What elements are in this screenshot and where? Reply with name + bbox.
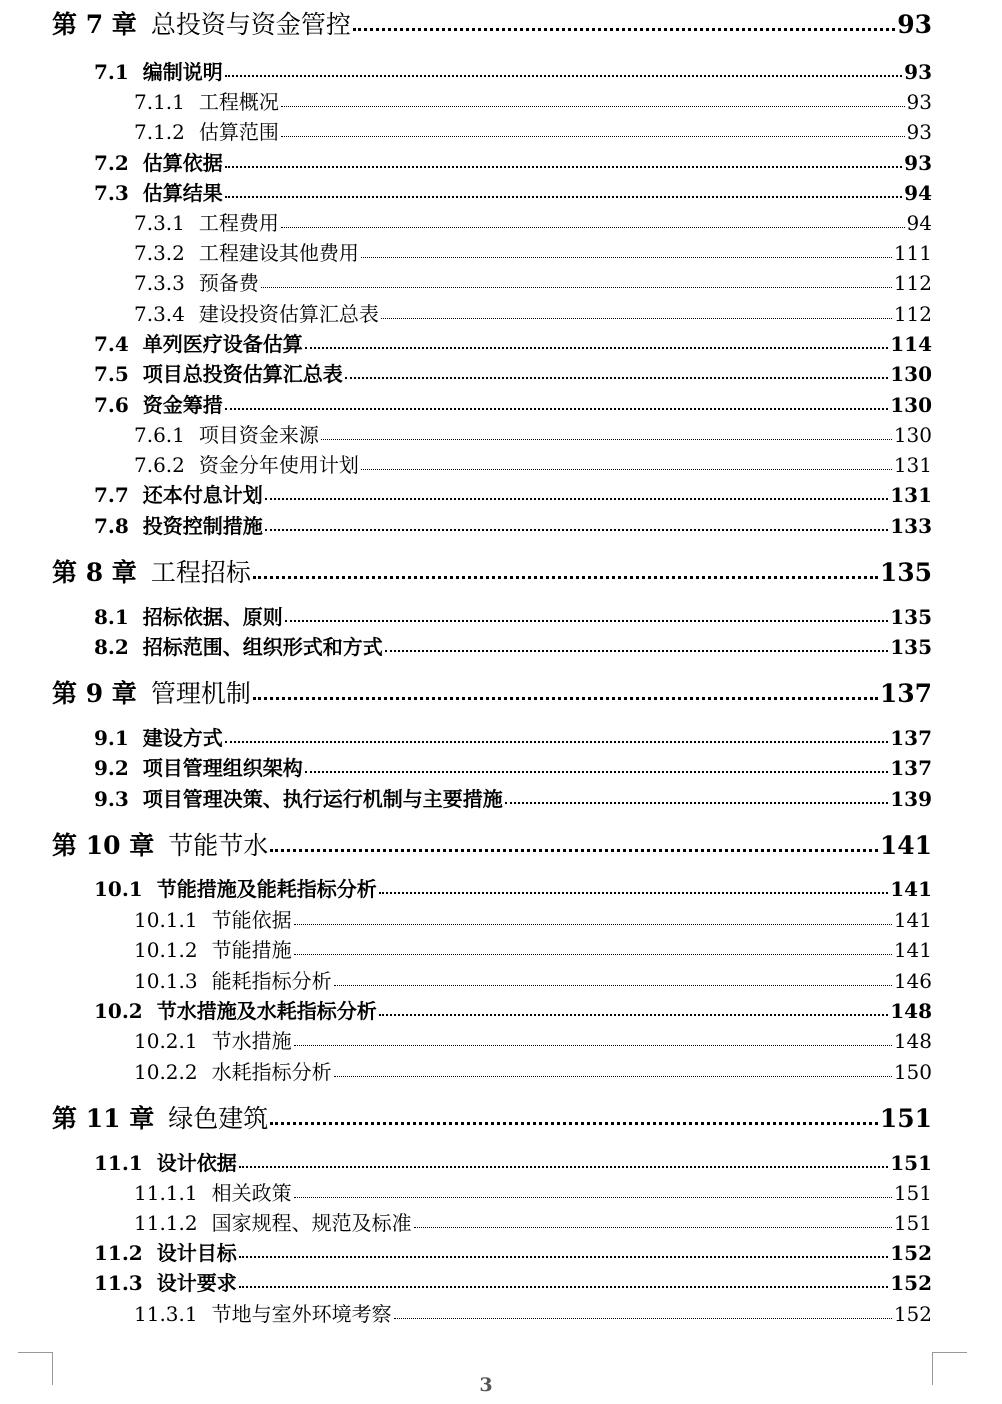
toc-entry-page: 141 (893, 938, 932, 962)
toc-entry-page: 93 (906, 90, 932, 114)
toc-dot-leader (394, 1318, 892, 1319)
toc-entry-page: 94 (906, 211, 932, 235)
toc-entry-title: 总投资与资金管控 (150, 10, 351, 39)
toc-dot-leader (261, 287, 892, 288)
toc-entry-number: 10.1.2 (134, 938, 198, 962)
toc-entry-page: 137 (890, 756, 932, 780)
toc-entry-title: 资金筹措 (142, 393, 223, 417)
toc-entry-number: 11.1 (94, 1151, 143, 1175)
toc-dot-leader (253, 576, 878, 579)
toc-dot-leader (239, 1286, 889, 1288)
toc-entry-number: 第 10 章 (52, 831, 155, 860)
toc-entry-number: 7.6 (94, 393, 129, 417)
toc-entry-level-2[interactable] (94, 485, 932, 505)
toc-entry-level-3[interactable] (134, 1031, 932, 1051)
toc-entry-page: 141 (893, 908, 932, 932)
toc-entry-title: 招标范围、组织形式和方式 (142, 635, 383, 659)
toc-entry-title: 投资控制措施 (142, 514, 263, 538)
toc-entry-title: 节能措施及能耗指标分析 (156, 877, 377, 901)
toc-dot-leader (353, 28, 895, 31)
toc-entry-title: 相关政策 (211, 1181, 292, 1205)
toc-dot-leader (379, 892, 889, 894)
toc-entry-level-3[interactable] (134, 122, 932, 142)
toc-entry-level-2[interactable] (94, 1273, 932, 1293)
toc-entry-page: 148 (893, 1029, 932, 1053)
toc-entry-level-2[interactable] (94, 728, 932, 748)
toc-entry-title: 建设方式 (142, 726, 223, 750)
toc-entry-number: 9.3 (94, 787, 129, 811)
toc-entry-page: 93 (906, 120, 932, 144)
toc-entry-title: 设计要求 (156, 1271, 237, 1295)
toc-entry-number: 第 7 章 (52, 10, 137, 39)
toc-dot-leader (225, 75, 902, 77)
toc-entry-number: 7.3.3 (134, 271, 185, 295)
toc-entry-page: 148 (890, 999, 932, 1023)
toc-dot-leader (361, 469, 892, 470)
toc-entry-title: 资金分年使用计划 (198, 453, 359, 477)
toc-entry-title: 预备费 (198, 271, 259, 295)
toc-entry-title: 节能依据 (211, 908, 292, 932)
toc-entry-page: 137 (890, 726, 932, 750)
toc-entry-page: 112 (893, 271, 932, 295)
toc-dot-leader (334, 1076, 892, 1077)
toc-entry-number: 第 11 章 (52, 1104, 155, 1133)
toc-entry-page: 114 (890, 332, 932, 356)
toc-entry-number: 7.6.2 (134, 453, 185, 477)
toc-entry-page: 130 (890, 393, 932, 417)
toc-entry-level-2[interactable] (94, 789, 932, 809)
toc-dot-leader (281, 106, 905, 107)
toc-entry-level-3[interactable] (134, 1183, 932, 1203)
toc-entry-level-3[interactable] (134, 243, 932, 263)
toc-entry-level-1[interactable] (52, 681, 932, 706)
toc-entry-level-3[interactable] (134, 304, 932, 324)
toc-entry-level-3[interactable] (134, 1062, 932, 1082)
toc-entry-number: 11.3.1 (134, 1302, 198, 1326)
toc-dot-leader (334, 985, 892, 986)
toc-entry-number: 第 8 章 (52, 558, 137, 587)
toc-dot-leader (294, 954, 892, 955)
toc-entry-title: 设计依据 (156, 1151, 237, 1175)
toc-entry-page: 112 (893, 302, 932, 326)
toc-entry-title: 绿色建筑 (168, 1104, 269, 1133)
toc-entry-title: 项目管理组织架构 (142, 756, 303, 780)
toc-entry-number: 7.8 (94, 514, 129, 538)
toc-entry-title: 管理机制 (150, 679, 251, 708)
toc-entry-title: 能耗指标分析 (211, 969, 332, 993)
toc-entry-page: 130 (890, 362, 932, 386)
toc-dot-leader (361, 257, 892, 258)
toc-entry-level-1[interactable] (52, 833, 932, 858)
toc-dot-leader (225, 408, 888, 410)
toc-entry-page: 139 (890, 787, 932, 811)
toc-entry-level-2[interactable] (94, 1001, 932, 1021)
toc-dot-leader (505, 802, 888, 804)
toc-entry-number: 8.2 (94, 635, 129, 659)
toc-entry-page: 151 (879, 1104, 932, 1133)
toc-dot-leader (239, 1256, 889, 1258)
toc-entry-level-1[interactable] (52, 12, 932, 37)
toc-entry-number: 9.1 (94, 726, 129, 750)
toc-entry-number: 11.1.1 (134, 1181, 198, 1205)
toc-entry-number: 7.1.1 (134, 90, 185, 114)
toc-entry-page: 152 (890, 1271, 932, 1295)
toc-entry-level-2[interactable] (94, 637, 932, 657)
toc-dot-leader (225, 196, 902, 198)
toc-entry-title: 节地与室外环境考察 (211, 1302, 392, 1326)
toc-entry-page: 141 (890, 877, 932, 901)
toc-entry-number: 11.2 (94, 1241, 143, 1265)
toc-dot-leader (294, 1197, 892, 1198)
toc-entry-page: 151 (893, 1211, 932, 1235)
toc-entry-title: 国家规程、规范及标准 (211, 1211, 412, 1235)
toc-entry-page: 93 (897, 10, 932, 39)
toc-dot-leader (281, 136, 905, 137)
toc-entry-level-2[interactable] (94, 183, 932, 203)
toc-entry-title: 工程费用 (198, 211, 279, 235)
toc-dot-leader (321, 439, 892, 440)
toc-dot-leader (281, 227, 905, 228)
toc-dot-leader (270, 849, 878, 852)
toc-entry-number: 7.3.4 (134, 302, 185, 326)
toc-dot-leader (345, 377, 888, 379)
toc-entry-number: 10.1 (94, 877, 143, 901)
toc-entry-level-3[interactable] (134, 1304, 932, 1324)
toc-dot-leader (379, 1014, 889, 1016)
toc-entry-page: 93 (904, 151, 932, 175)
toc-entry-title: 单列医疗设备估算 (142, 332, 303, 356)
toc-entry-title: 项目资金来源 (198, 423, 319, 447)
toc-dot-leader (225, 166, 902, 168)
toc-entry-level-2[interactable] (94, 1153, 932, 1173)
toc-entry-number: 11.1.2 (134, 1211, 198, 1235)
toc-entry-title: 估算范围 (198, 120, 279, 144)
toc-entry-title: 工程概况 (198, 90, 279, 114)
toc-entry-page: 133 (890, 514, 932, 538)
toc-entry-page: 141 (879, 831, 932, 860)
toc-entry-number: 10.1.3 (134, 969, 198, 993)
toc-entry-title: 设计目标 (156, 1241, 237, 1265)
toc-entry-level-2[interactable] (94, 395, 932, 415)
toc-entry-title: 项目总投资估算汇总表 (142, 362, 343, 386)
toc-entry-number: 8.1 (94, 605, 129, 629)
toc-entry-title: 招标依据、原则 (142, 605, 283, 629)
toc-entry-level-3[interactable] (134, 1213, 932, 1233)
toc-entry-title: 编制说明 (142, 60, 223, 84)
toc-entry-page: 131 (893, 453, 932, 477)
toc-entry-title: 估算结果 (142, 181, 223, 205)
toc-entry-number: 7.4 (94, 332, 129, 356)
toc-entry-number: 7.3.1 (134, 211, 185, 235)
toc-entry-level-2[interactable] (94, 153, 932, 173)
toc-entry-level-2[interactable] (94, 1243, 932, 1263)
toc-entry-level-3[interactable] (134, 455, 932, 475)
toc-entry-level-2[interactable] (94, 758, 932, 778)
toc-entry-level-1[interactable] (52, 1106, 932, 1131)
toc-entry-page: 130 (893, 423, 932, 447)
toc-entry-page: 152 (890, 1241, 932, 1265)
toc-dot-leader (225, 741, 888, 743)
toc-entry-page: 151 (893, 1181, 932, 1205)
toc-entry-level-3[interactable] (134, 910, 932, 930)
toc-dot-leader (265, 498, 888, 500)
toc-entry-level-3[interactable] (134, 971, 932, 991)
toc-entry-title: 工程建设其他费用 (198, 241, 359, 265)
toc-dot-leader (265, 529, 888, 531)
toc-entry-title: 估算依据 (142, 151, 223, 175)
toc-dot-leader (381, 318, 892, 319)
toc-entry-page: 94 (904, 181, 932, 205)
toc-entry-number: 10.2.1 (134, 1029, 198, 1053)
toc-entry-number: 11.3 (94, 1271, 143, 1295)
toc-entry-level-3[interactable] (134, 273, 932, 293)
toc-entry-page: 137 (879, 679, 932, 708)
toc-entry-number: 7.2 (94, 151, 129, 175)
toc-entry-number: 10.1.1 (134, 908, 198, 932)
toc-entry-page: 152 (893, 1302, 932, 1326)
toc-entry-level-2[interactable] (94, 364, 932, 384)
toc-entry-level-2[interactable] (94, 334, 932, 354)
toc-entry-page: 150 (893, 1060, 932, 1084)
toc-entry-title: 节水措施 (211, 1029, 292, 1053)
toc-entry-number: 7.3 (94, 181, 129, 205)
toc-entry-title: 节水措施及水耗指标分析 (156, 999, 377, 1023)
toc-entry-level-3[interactable] (134, 213, 932, 233)
toc-entry-page: 146 (893, 969, 932, 993)
toc-entry-page: 151 (890, 1151, 932, 1175)
toc-entry-number: 7.5 (94, 362, 129, 386)
toc-entry-level-2[interactable] (94, 516, 932, 536)
toc-entry-level-2[interactable] (94, 879, 932, 899)
toc-entry-number: 10.2.2 (134, 1060, 198, 1084)
toc-entry-level-2[interactable] (94, 62, 932, 82)
toc-dot-leader (305, 771, 888, 773)
toc-entry-number: 7.1 (94, 60, 129, 84)
toc-dot-leader (285, 620, 888, 622)
toc-dot-leader (305, 347, 888, 349)
toc-entry-title: 节能措施 (211, 938, 292, 962)
toc-dot-leader (385, 650, 888, 652)
toc-entry-page: 111 (893, 241, 932, 265)
toc-dot-leader (414, 1227, 892, 1228)
toc-entry-number: 第 9 章 (52, 679, 137, 708)
toc-entry-title: 建设投资估算汇总表 (198, 302, 379, 326)
toc-entry-level-3[interactable] (134, 940, 932, 960)
toc-entry-number: 7.6.1 (134, 423, 185, 447)
toc-dot-leader (253, 697, 878, 700)
toc-dot-leader (239, 1166, 889, 1168)
toc-entry-level-3[interactable] (134, 425, 932, 445)
toc-entry-level-1[interactable] (52, 560, 932, 585)
toc-entry-page: 135 (879, 558, 932, 587)
toc-dot-leader (294, 1045, 892, 1046)
toc-entry-number: 10.2 (94, 999, 143, 1023)
toc-entry-title: 节能节水 (168, 831, 269, 860)
toc-entry-number: 7.1.2 (134, 120, 185, 144)
toc-entry-page: 131 (890, 483, 932, 507)
toc-entry-level-3[interactable] (134, 92, 932, 112)
toc-entry-title: 还本付息计划 (142, 483, 263, 507)
toc-dot-leader (294, 924, 892, 925)
toc-entry-title: 工程招标 (150, 558, 251, 587)
toc-entry-page: 135 (890, 605, 932, 629)
toc-entry-number: 7.7 (94, 483, 129, 507)
toc-entry-title: 水耗指标分析 (211, 1060, 332, 1084)
toc-entry-title: 项目管理决策、执行运行机制与主要措施 (142, 787, 503, 811)
toc-entry-page: 93 (904, 60, 932, 84)
page-number: 3 (479, 1374, 493, 1396)
toc-entry-number: 7.3.2 (134, 241, 185, 265)
toc-entry-number: 9.2 (94, 756, 129, 780)
toc-entry-level-2[interactable] (94, 607, 932, 627)
toc-dot-leader (270, 1122, 878, 1125)
toc-entry-page: 135 (890, 635, 932, 659)
